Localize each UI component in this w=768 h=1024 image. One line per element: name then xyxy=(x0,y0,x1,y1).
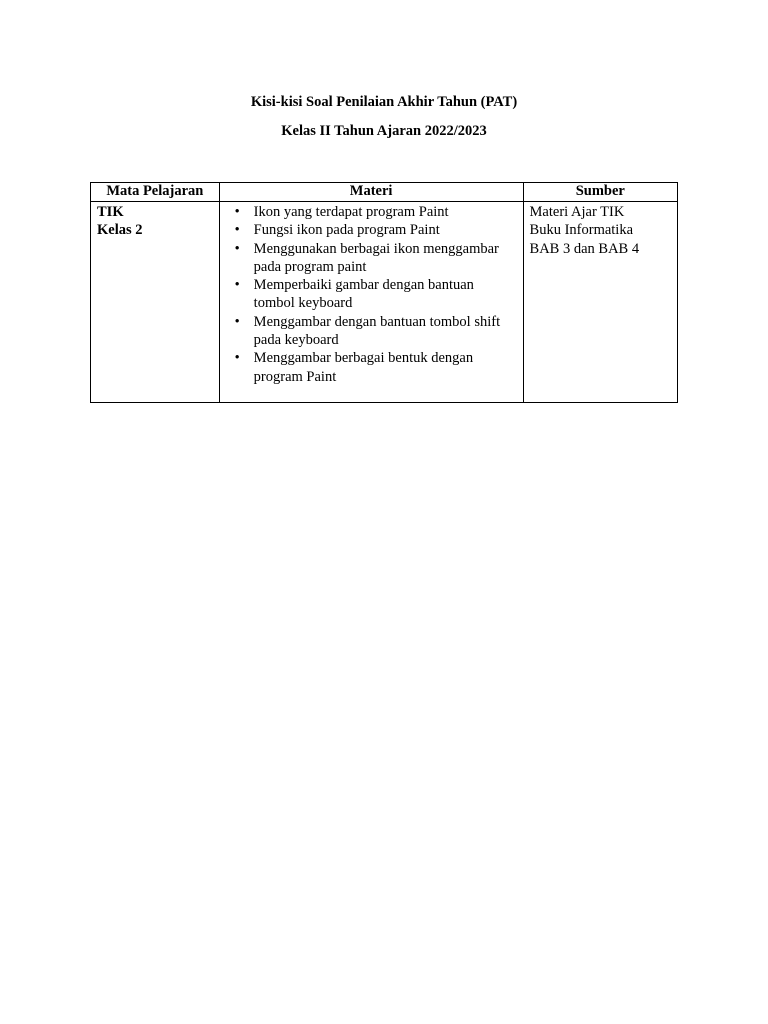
list-item xyxy=(226,349,517,386)
cell-sumber xyxy=(523,202,677,403)
mapel-class: Kelas 2 xyxy=(97,222,143,239)
list-item-text: Memperbaiki gambar dengan bantuan tombol keyboard xyxy=(253,277,474,312)
list-item-text: Menggambar berbagai bentuk dengan program Paint xyxy=(253,350,474,385)
list-item xyxy=(226,240,517,277)
header-mata-pelajaran: Mata Pelajaran xyxy=(91,183,220,202)
list-item xyxy=(226,203,517,221)
sumber-line: BAB 3 dan BAB 4 xyxy=(529,240,640,257)
kisi-kisi-table xyxy=(90,182,678,403)
list-item-text: Fungsi ikon pada program Paint xyxy=(253,222,440,239)
table-row xyxy=(91,202,678,403)
list-item xyxy=(226,276,517,313)
header-materi: Materi xyxy=(219,183,523,202)
bullet-icon: • xyxy=(234,313,240,330)
list-item xyxy=(226,313,517,350)
header-sumber: Sumber xyxy=(523,183,677,202)
cell-mata-pelajaran xyxy=(91,202,220,403)
bullet-icon: • xyxy=(234,240,240,257)
mapel-subject: TIK xyxy=(97,204,124,220)
list-item xyxy=(226,221,517,239)
bullet-icon: • xyxy=(234,350,240,367)
document-title: Kisi-kisi Soal Penilaian Akhir Tahun (PAT) xyxy=(250,94,518,110)
list-item-text: Menggunakan berbagai ikon menggambar pada program paint xyxy=(253,240,499,275)
cell-materi xyxy=(219,202,523,403)
table-header-row xyxy=(91,183,678,202)
list-item-text: Menggambar dengan bantuan tombol shift pada keyboard xyxy=(253,313,501,349)
bullet-icon: • xyxy=(234,204,240,220)
sumber-line: Buku Informatika xyxy=(529,222,634,239)
list-item-text: Ikon yang terdapat program Paint xyxy=(253,204,449,220)
sumber-line: Materi Ajar TIK xyxy=(529,204,625,220)
bullet-icon: • xyxy=(234,277,240,294)
document-subtitle: Kelas II Tahun Ajaran 2022/2023 xyxy=(281,123,487,139)
materi-list xyxy=(226,203,517,386)
bullet-icon: • xyxy=(234,222,240,239)
